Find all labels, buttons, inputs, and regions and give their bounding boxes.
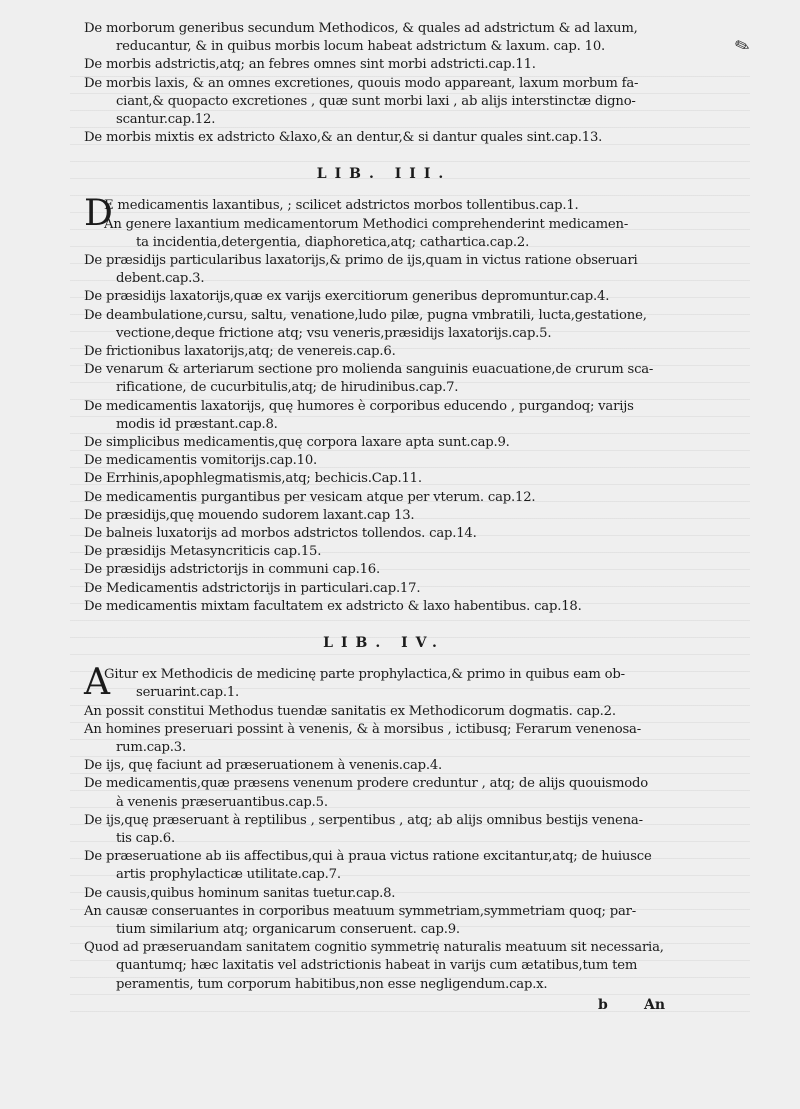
toc-entry: De præsidijs laxatorijs,quæ ex varijs exercitiorum generibus depromuntur.cap.4. bbox=[84, 289, 610, 305]
toc-entry: De deambulatione,cursu, saltu, venatione,ludo pilæ, pugna vmbratili, lucta,gestatione, vectione,deque frictione atq; vsu veneris,præsidijs laxatorijs.cap.5. bbox=[84, 307, 647, 341]
toc-entry: De medicamentis purgantibus per vesicam atque per vterum. cap.12. bbox=[84, 489, 536, 505]
toc-entry: De præsidijs adstrictorijs in communi cap.16. bbox=[84, 562, 380, 578]
book-heading-lib-iii: LIB. III. bbox=[316, 166, 452, 183]
toc-entry: De morbis laxis, & an omnes excretiones, quouis modo appareant, laxum morbum fa- ciant,& quopacto excretiones , quæ sunt morbi laxi , ab alijs interstinctæ digno- scantur.cap.12. bbox=[84, 75, 639, 128]
toc-entry: De præsidijs Metasyncriticis cap.15. bbox=[84, 544, 322, 560]
toc-entry: De Errhinis,apophlegmatismis,atq; bechicis.Cap.11. bbox=[84, 471, 422, 487]
section-lib-iii bbox=[84, 193, 684, 616]
toc-entry: D E medicamentis laxantibus, ; scilicet adstrictos morbos tollentibus.cap.1. bbox=[84, 193, 579, 235]
toc-entry: De venarum & arteriarum sectione pro molienda sanguinis euacuatione,de crurum sca- rificatione, de cucurbitulis,atq; de hirudinibus.cap.7. bbox=[84, 362, 654, 396]
toc-entry: De ijs,quę præseruant à reptilibus , serpentibus , atq; ab alijs omnibus bestijs venena- tis cap.6. bbox=[84, 812, 643, 846]
toc-entry: De præseruatione ab iis affectibus,qui à praua victus ratione excitantur,atq; de huiusce artis prophylacticæ utilitate.cap.7. bbox=[84, 849, 652, 883]
toc-entry: De causis,quibus hominum sanitas tuetur.cap.8. bbox=[84, 885, 396, 901]
toc-entry: De Medicamentis adstrictorijs in particulari.cap.17. bbox=[84, 580, 421, 596]
toc-entry: De medicamentis laxatorijs, quę humores è corporibus educendo , purgandoq; varijs modis id præstant.cap.8. bbox=[84, 398, 634, 432]
toc-entry: De medicamentis vomitorijs.cap.10. bbox=[84, 453, 318, 469]
toc-entry: De morbis adstrictis,atq; an febres omnes sint morbi adstricti.cap.11. bbox=[84, 57, 536, 73]
table-of-contents bbox=[84, 20, 684, 994]
toc-entry: De morbis mixtis ex adstricto &laxo,& an dentur,& si dantur quales sint.cap.13. bbox=[84, 130, 603, 146]
toc-entry: Quod ad præseruandam sanitatem cognitio symmetrię naturalis meatuum sit necessaria, quantumq; hæc laxitatis vel adstrictionis habeat in varijs cum ætatibus,tum tem peramentis, tum corporum habitibus,non esse negligendum.cap.x. bbox=[84, 940, 664, 992]
drop-cap: A bbox=[84, 662, 110, 704]
toc-entry: De præsidijs particularibus laxatorijs,& primo de ijs,quam in victus ratione obseruari debent.cap.3. bbox=[84, 253, 638, 287]
toc-entry: De præsidijs,quę mouendo sudorem laxant.cap 13. bbox=[84, 507, 415, 523]
toc-entry: An causæ conseruantes in corporibus meatuum symmetriam,symmetriam quoq; par- tium similarium atq; organicarum conseruent. cap.9. bbox=[84, 903, 637, 937]
toc-entry: De ijs, quę faciunt ad præseruationem à venenis.cap.4. bbox=[84, 758, 443, 774]
book-heading-lib-iv: LIB. IV. bbox=[323, 635, 445, 652]
toc-entry: De medicamentis,quæ præsens venenum prodere creduntur , atq; de alijs quouismodo à venenis præseruantibus.cap.5. bbox=[84, 776, 649, 810]
catchword: An bbox=[644, 997, 666, 1013]
toc-entry: De simplicibus medicamentis,quę corpora laxare apta sunt.cap.9. bbox=[84, 435, 510, 451]
toc-entry: An possit constitui Methodus tuendæ sanitatis ex Methodicorum dogmatis. cap.2. bbox=[84, 703, 616, 719]
toc-entry: De frictionibus laxatorijs,atq; de venereis.cap.6. bbox=[84, 344, 396, 360]
section-lib-iv bbox=[84, 662, 684, 994]
pen-mark: ✎ bbox=[731, 34, 754, 59]
toc-entry: A Gitur ex Methodicis de medicinę parte prophylactica,& primo in quibus eam ob- seruarint.cap.1. bbox=[84, 662, 625, 704]
signature-mark: b bbox=[598, 997, 608, 1013]
toc-entry: De medicamentis mixtam facultatem ex adstricto & laxo habentibus. cap.18. bbox=[84, 598, 582, 614]
section-lib-ii-tail bbox=[84, 20, 684, 147]
toc-entry: De morborum generibus secundum Methodicos, & quales ad adstrictum & ad laxum, reducantur, & in quibus morbis locum habeat adstrictum & laxum. cap. 10. bbox=[84, 21, 638, 55]
toc-entry: De balneis luxatorijs ad morbos adstrictos tollendos. cap.14. bbox=[84, 526, 477, 542]
toc-entry: An genere laxantium medicamentorum Methodici comprehenderint medicamen- ta incidentia,detergentia, diaphoretica,atq; cathartica.cap.2. bbox=[104, 216, 629, 250]
drop-cap: D bbox=[84, 193, 113, 235]
toc-entry: An homines preseruari possint à venenis, & à morsibus , ictibusq; Ferarum venenosa- rum.cap.3. bbox=[84, 721, 641, 755]
